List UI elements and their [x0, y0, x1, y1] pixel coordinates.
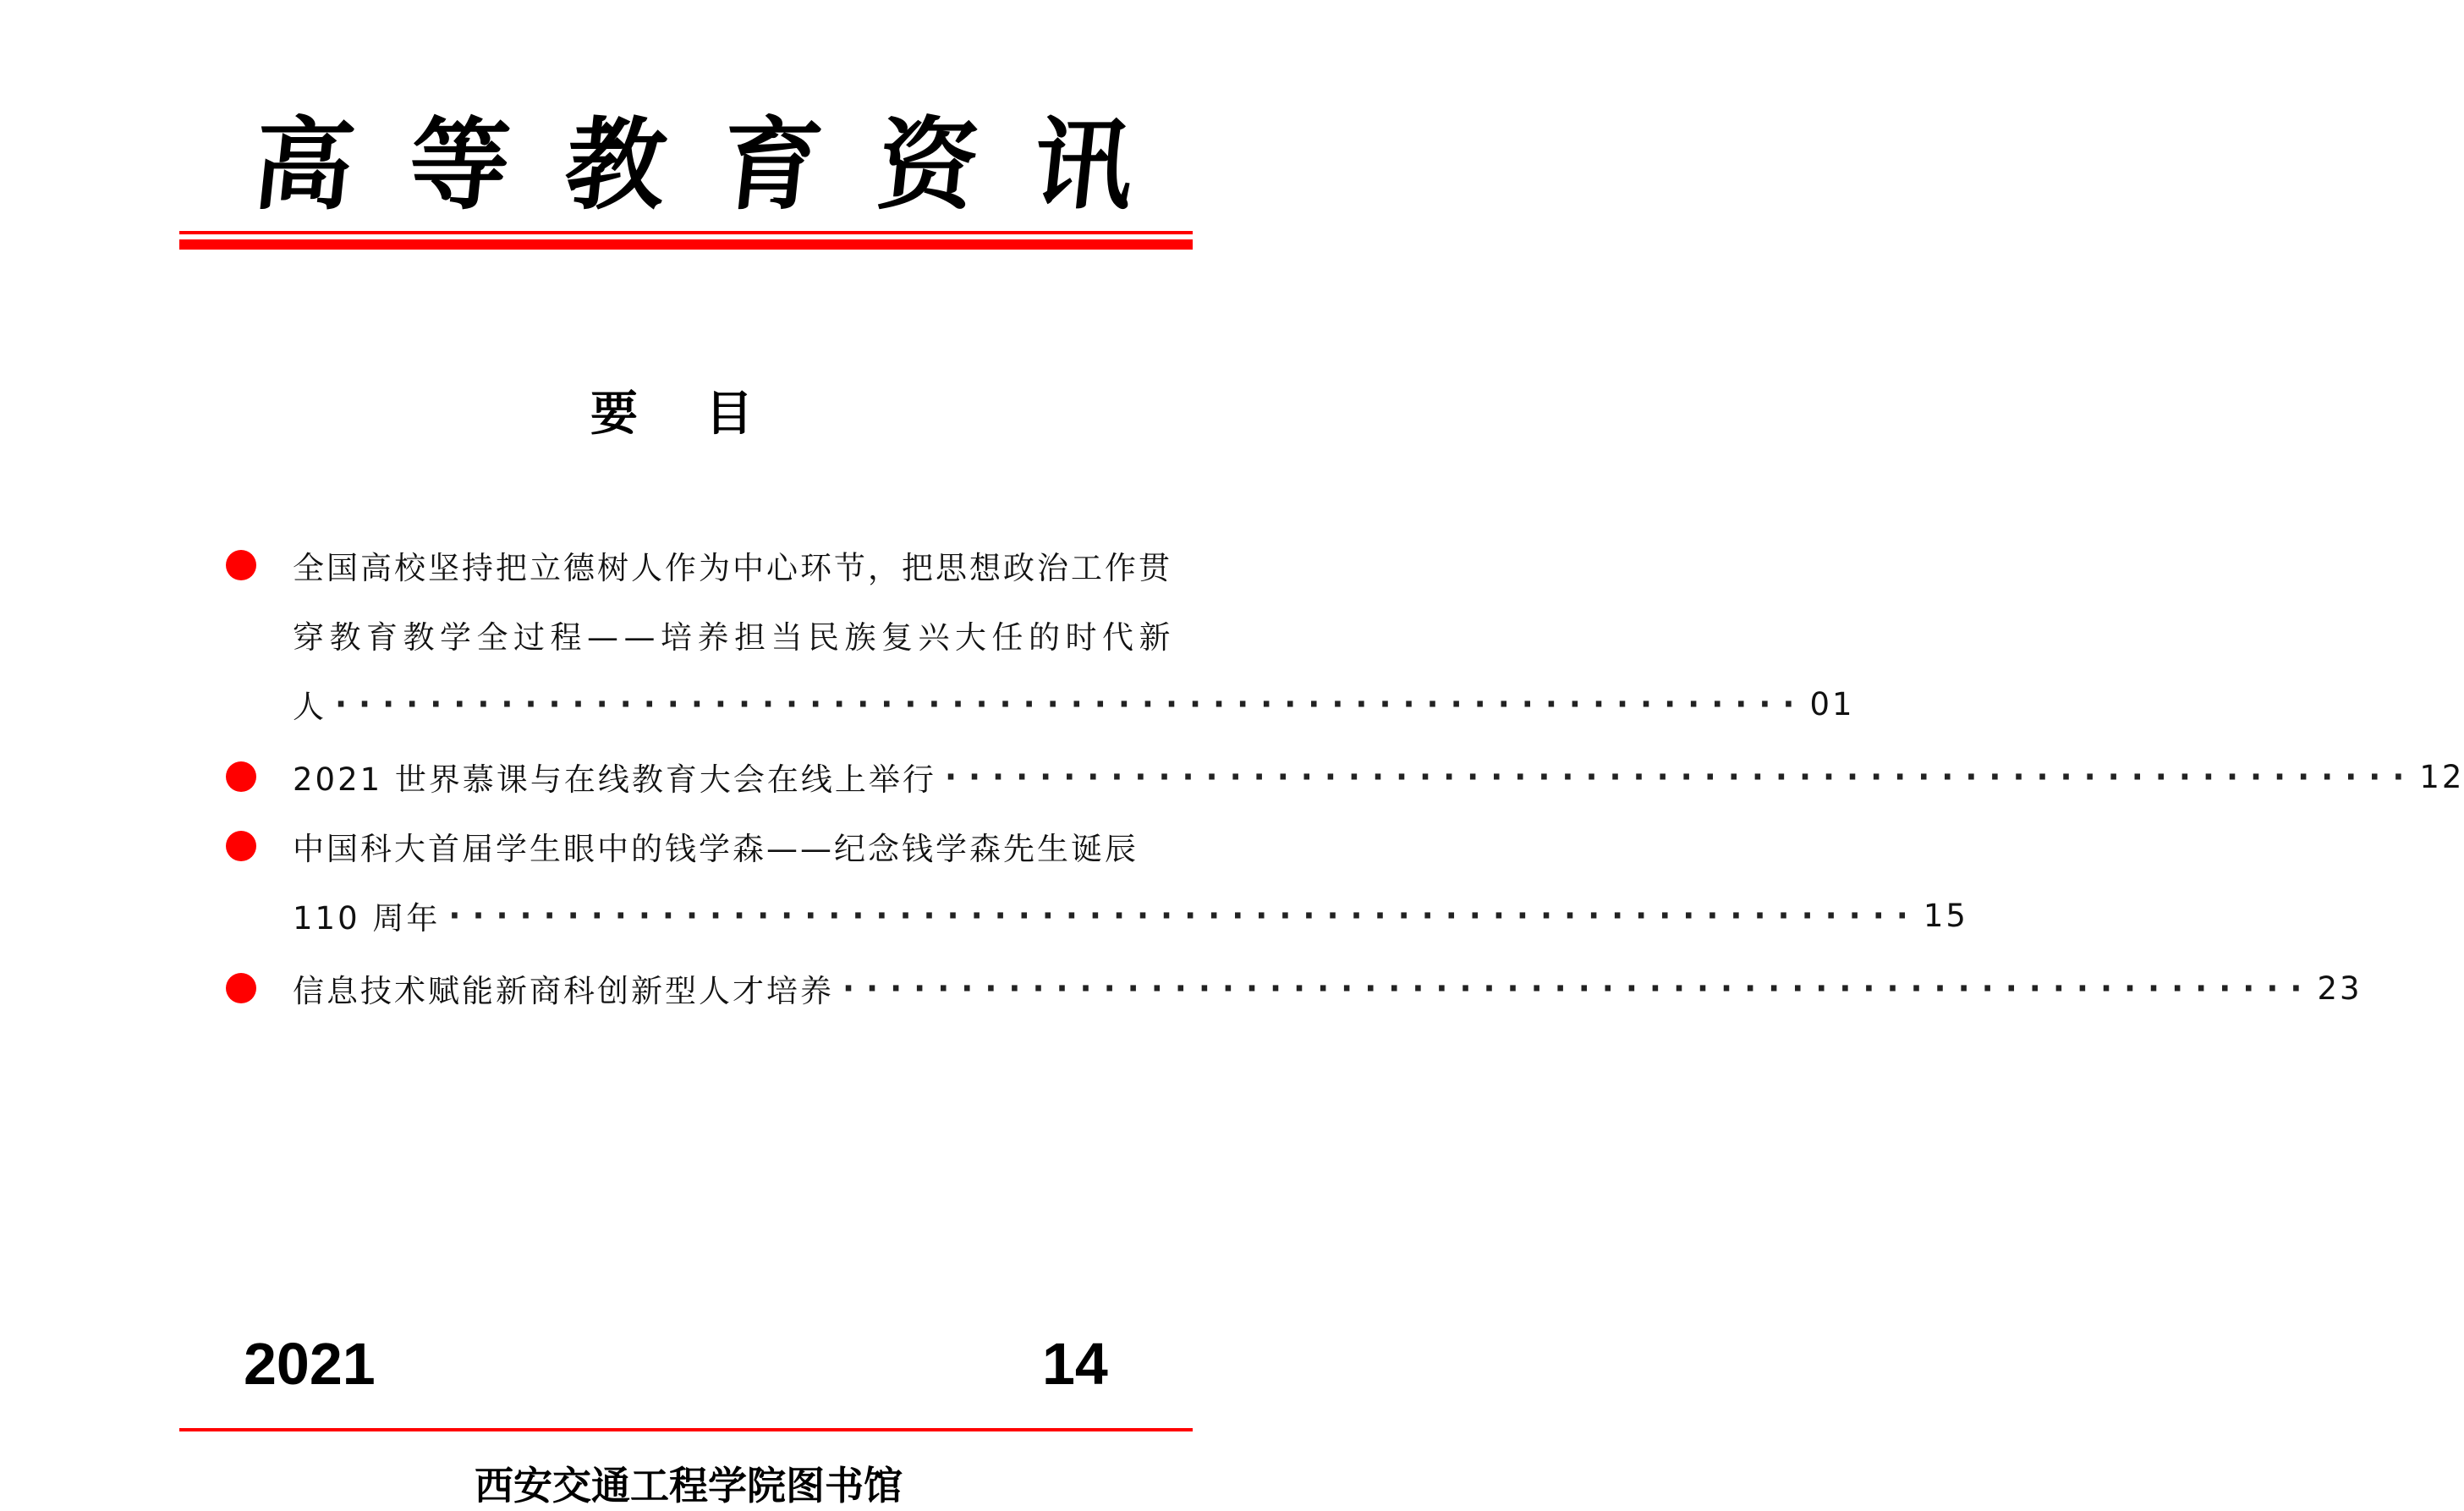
toc-item-text: 2021 世界慕课与在线教育大会在线上举行	[293, 761, 936, 798]
toc-item-text: 穿教育教学全过程——培养担当民族复兴大任的时代新	[293, 619, 1176, 656]
toc-item-line	[293, 953, 2362, 1024]
toc-item-line	[293, 530, 1181, 601]
header-rule-thick	[179, 239, 1193, 250]
masthead-char: 育	[715, 106, 828, 223]
toc-item-text: 人	[293, 689, 327, 725]
bullet-icon	[226, 550, 256, 580]
toc-page-number: 15	[1923, 897, 1968, 934]
masthead-title	[247, 102, 1140, 228]
bullet-icon	[226, 761, 256, 792]
toc-item-text: 中国科大首届学生眼中的钱学森——纪念钱学森先生诞辰	[293, 831, 1139, 867]
toc-item-text: 全国高校坚持把立德树人作为中心环节，把思想政治工作贯	[293, 550, 1172, 586]
dot-leader: ······························································	[842, 970, 2314, 1007]
toc-item-line	[293, 741, 2464, 812]
dot-leader: ······························································	[944, 758, 2417, 795]
toc-item-line	[293, 810, 1181, 882]
publisher-name: 西安交通工程学院图书馆	[475, 1463, 903, 1508]
toc-heading: 要目	[590, 386, 820, 442]
toc-item-text: 110 周年	[293, 900, 441, 937]
toc-page-number: 01	[1809, 685, 1855, 723]
toc-item-text: 信息技术赋能新商科创新型人才培养	[293, 973, 834, 1009]
toc-item-line	[293, 668, 1855, 739]
toc-page-number: 23	[2317, 970, 2362, 1007]
dot-leader: ······························································	[335, 685, 1807, 723]
masthead-char: 等	[403, 106, 516, 223]
issue-number: 14	[1042, 1331, 1108, 1397]
header-rule-thin	[179, 231, 1193, 234]
toc-item-line	[293, 880, 1968, 951]
issue-year: 2021	[244, 1331, 376, 1397]
masthead-char: 高	[247, 106, 360, 223]
masthead-char: 讯	[1027, 106, 1140, 223]
toc-item-line	[293, 599, 1181, 670]
masthead-char: 资	[871, 106, 984, 223]
toc-page-number: 12	[2419, 758, 2464, 795]
masthead-char: 教	[559, 106, 672, 223]
bullet-icon	[226, 831, 256, 861]
bullet-icon	[226, 973, 256, 1003]
footer-rule	[179, 1428, 1193, 1431]
dot-leader: ······························································	[448, 897, 1920, 934]
